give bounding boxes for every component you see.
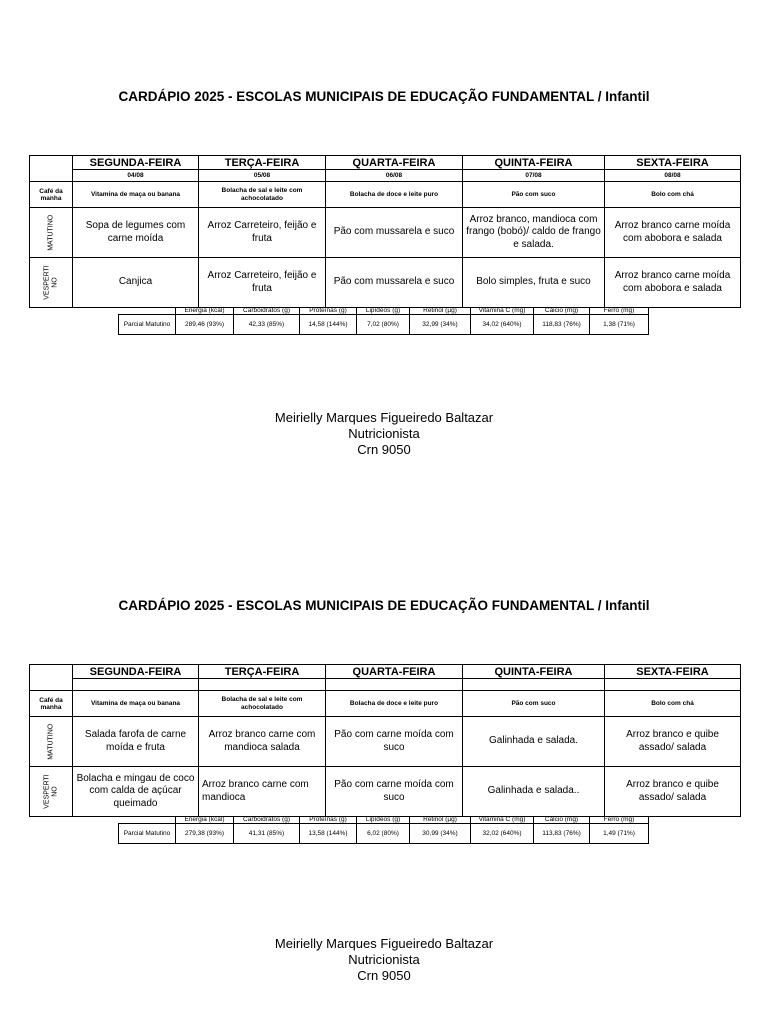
cafe-cell: Bolo com chá <box>605 182 741 208</box>
date-cell: 08/08 <box>605 170 741 182</box>
nutrition-label: Parcial Matutino <box>119 824 176 844</box>
nutrient-header: Ferro (mg) <box>590 816 649 824</box>
signature-block <box>0 410 768 458</box>
blank-cell <box>119 816 176 824</box>
nutrition-value-row <box>119 315 649 335</box>
nutritionist-role: Nutricionista <box>348 952 420 967</box>
matutino-label: MATUTINO <box>47 723 55 760</box>
date-row <box>30 679 741 691</box>
matutino-row <box>30 717 741 767</box>
meal-cell: Arroz branco carne com mandioca <box>199 767 326 817</box>
day-tuesday: TERÇA-FEIRA <box>199 156 326 170</box>
meal-cell: Arroz Carreteiro, feijão e fruta <box>199 258 326 308</box>
nutrient-value: 14,58 (144%) <box>300 315 357 335</box>
nutrient-header: Ferro (mg) <box>590 307 649 315</box>
nutrition-table <box>118 307 649 335</box>
date-cell <box>199 679 326 691</box>
cafe-row <box>30 182 741 208</box>
meal-cell: Bolo simples, fruta e suco <box>463 258 605 308</box>
date-cell: 05/08 <box>199 170 326 182</box>
meal-cell: Arroz branco carne com mandioca salada <box>199 717 326 767</box>
nutrient-value: 13,58 (144%) <box>300 824 357 844</box>
vespertino-label-cell <box>30 258 73 308</box>
nutritionist-crn: Crn 9050 <box>357 442 411 457</box>
page-title: CARDÁPIO 2025 - ESCOLAS MUNICIPAIS DE EDUCAÇÃO FUNDAMENTAL / Infantil <box>118 89 650 104</box>
day-monday: SEGUNDA-FEIRA <box>73 156 199 170</box>
nutrition-header-row <box>119 816 649 824</box>
cafe-cell: Vitamina de maça ou banana <box>73 691 199 717</box>
nutrient-header: Carboidratos (g) <box>234 307 300 315</box>
date-cell: 06/08 <box>326 170 463 182</box>
matutino-label: MATUTINO <box>47 214 55 251</box>
cafe-cell: Bolacha de doce e leite puro <box>326 182 463 208</box>
vespertino-row <box>30 258 741 308</box>
nutrient-header: Retinol (µg) <box>410 816 471 824</box>
matutino-label-cell <box>30 208 73 258</box>
page-title: CARDÁPIO 2025 - ESCOLAS MUNICIPAIS DE EDUCAÇÃO FUNDAMENTAL / Infantil <box>118 598 650 613</box>
date-cell <box>463 679 605 691</box>
menu-table <box>29 155 741 308</box>
meal-cell: Galinhada e salada. <box>463 717 605 767</box>
nutrient-header: Vitamina C (mg) <box>471 816 534 824</box>
cafe-label: Café da manha <box>30 691 73 717</box>
menu-table <box>29 664 741 817</box>
nutrient-header: Proteínas (g) <box>300 816 357 824</box>
meal-cell: Arroz branco e quibe assado/ salada <box>605 767 741 817</box>
nutrient-value: 1,49 (71%) <box>590 824 649 844</box>
nutrition-label: Parcial Matutino <box>119 315 176 335</box>
cafe-cell: Pão com suco <box>463 182 605 208</box>
signature-block <box>0 936 768 984</box>
vespertino-label: VESPERTI NO <box>43 774 58 809</box>
meal-cell: Arroz branco carne moída com abobora e salada <box>605 258 741 308</box>
nutrient-value: 42,33 (85%) <box>234 315 300 335</box>
nutrition-header-row <box>119 307 649 315</box>
meal-cell: Pão com carne moída com suco <box>326 717 463 767</box>
nutrition-value-row <box>119 824 649 844</box>
nutrient-value: 7,02 (80%) <box>357 315 410 335</box>
cafe-row <box>30 691 741 717</box>
meal-cell: Pão com mussarela e suco <box>326 208 463 258</box>
vespertino-row <box>30 767 741 817</box>
nutrient-header: Cálcio (mg) <box>534 816 590 824</box>
meal-cell: Pão com mussarela e suco <box>326 258 463 308</box>
meal-cell: Arroz branco carne moída com abobora e salada <box>605 208 741 258</box>
vespertino-label: VESPERTI NO <box>43 265 58 300</box>
day-tuesday: TERÇA-FEIRA <box>199 665 326 679</box>
meal-cell: Galinhada e salada.. <box>463 767 605 817</box>
nutrient-value: 32,99 (34%) <box>410 315 471 335</box>
nutrient-value: 289,46 (93%) <box>176 315 234 335</box>
date-cell <box>326 679 463 691</box>
meal-cell: Canjica <box>73 258 199 308</box>
corner-cell <box>30 156 73 182</box>
meal-cell: Salada farofa de carne moída e fruta <box>73 717 199 767</box>
day-header-row <box>30 665 741 679</box>
cafe-cell: Bolacha de doce e leite puro <box>326 691 463 717</box>
day-friday: SEXTA-FEIRA <box>605 665 741 679</box>
nutrient-header: Lipídeos (g) <box>357 816 410 824</box>
blank-cell <box>119 307 176 315</box>
date-row <box>30 170 741 182</box>
nutrition-table <box>118 816 649 844</box>
vespertino-label-cell <box>30 767 73 817</box>
day-thursday: QUINTA-FEIRA <box>463 156 605 170</box>
cafe-cell: Vitamina de maça ou banana <box>73 182 199 208</box>
matutino-row <box>30 208 741 258</box>
day-friday: SEXTA-FEIRA <box>605 156 741 170</box>
meal-cell: Sopa de legumes com carne moída <box>73 208 199 258</box>
matutino-label-cell <box>30 717 73 767</box>
nutrient-value: 41,31 (85%) <box>234 824 300 844</box>
date-cell: 04/08 <box>73 170 199 182</box>
day-wednesday: QUARTA-FEIRA <box>326 156 463 170</box>
meal-cell: Pão com carne moída com suco <box>326 767 463 817</box>
nutrient-value: 30,99 (34%) <box>410 824 471 844</box>
nutrient-header: Proteínas (g) <box>300 307 357 315</box>
nutrient-value: 34,02 (640%) <box>471 315 534 335</box>
nutrient-header: Energia (kcal) <box>176 307 234 315</box>
nutrient-value: 118,83 (76%) <box>534 315 590 335</box>
nutrient-header: Carboidratos (g) <box>234 816 300 824</box>
day-wednesday: QUARTA-FEIRA <box>326 665 463 679</box>
day-monday: SEGUNDA-FEIRA <box>73 665 199 679</box>
nutrient-value: 32,02 (640%) <box>471 824 534 844</box>
corner-cell <box>30 665 73 691</box>
meal-cell: Bolacha e mingau de coco com calda de açúcar queimado <box>73 767 199 817</box>
meal-cell: Arroz branco e quibe assado/ salada <box>605 717 741 767</box>
nutrient-value: 279,38 (93%) <box>176 824 234 844</box>
nutrient-header: Cálcio (mg) <box>534 307 590 315</box>
cafe-cell: Pão com suco <box>463 691 605 717</box>
cafe-cell: Bolacha de sal e leite com achocolatado <box>199 691 326 717</box>
date-cell <box>73 679 199 691</box>
nutrient-value: 1,38 (71%) <box>590 315 649 335</box>
cafe-cell: Bolo com chá <box>605 691 741 717</box>
nutrient-value: 6,02 (80%) <box>357 824 410 844</box>
nutrient-header: Retinol (µg) <box>410 307 471 315</box>
nutrient-value: 113,83 (76%) <box>534 824 590 844</box>
nutritionist-name: Meirielly Marques Figueiredo Baltazar <box>274 410 494 425</box>
meal-cell: Arroz Carreteiro, feijão e fruta <box>199 208 326 258</box>
nutrient-header: Energia (kcal) <box>176 816 234 824</box>
nutritionist-crn: Crn 9050 <box>357 968 411 983</box>
day-header-row <box>30 156 741 170</box>
cafe-label: Café da manha <box>30 182 73 208</box>
meal-cell: Arroz branco, mandioca com frango (bobó)/ caldo de frango e salada. <box>463 208 605 258</box>
day-thursday: QUINTA-FEIRA <box>463 665 605 679</box>
date-cell: 07/08 <box>463 170 605 182</box>
date-cell <box>605 679 741 691</box>
nutritionist-name: Meirielly Marques Figueiredo Baltazar <box>274 936 494 951</box>
cafe-cell: Bolacha de sal e leite com achocolatado <box>199 182 326 208</box>
nutritionist-role: Nutricionista <box>348 426 420 441</box>
nutrient-header: Lipídeos (g) <box>357 307 410 315</box>
nutrient-header: Vitamina C (mg) <box>471 307 534 315</box>
